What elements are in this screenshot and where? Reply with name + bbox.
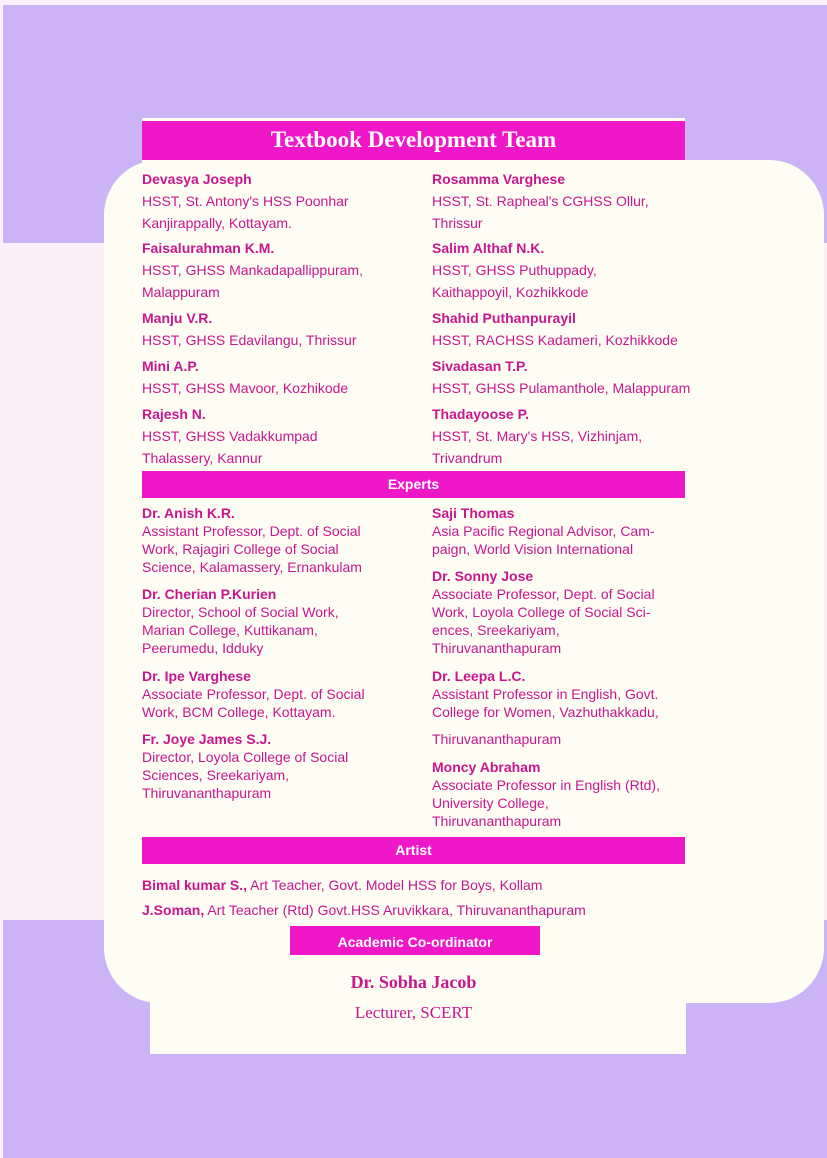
expert-entry xyxy=(142,504,362,576)
team-member xyxy=(142,357,348,399)
member-name: Thadayoose P. xyxy=(432,406,530,422)
artist-detail: Art Teacher (Rtd) Govt.HSS Aruvikkara, Thiruvananthapuram xyxy=(204,902,586,918)
member-name: Shahid Puthanpurayil xyxy=(432,310,576,326)
artist-name: J.Soman, xyxy=(142,902,205,918)
member-name: Salim Althaf N.K. xyxy=(432,240,545,256)
expert-name: Dr. Ipe Varghese xyxy=(142,668,251,684)
expert-detail: Asia Pacific Regional Advisor, Cam- paign, World Vision International xyxy=(432,523,655,557)
expert-name: Dr. Cherian P.Kurien xyxy=(142,586,277,602)
member-name: Rosamma Varghese xyxy=(432,171,566,187)
member-name: Faisalurahman K.M. xyxy=(142,240,275,256)
member-detail: HSST, GHSS Pulamanthole, Malappuram xyxy=(432,380,691,396)
member-detail: HSST, GHSS Vadakkumpad Thalassery, Kannur xyxy=(142,428,318,466)
expert-name: Dr. Sonny Jose xyxy=(432,568,534,584)
coordinator-name: Dr. Sobha Jacob xyxy=(350,972,477,992)
expert-detail: Director, Loyola College of Social Sciences, Sreekariyam, Thiruvananthapuram xyxy=(142,749,349,801)
expert-detail: Director, School of Social Work, Marian College, Kuttikanam, Peerumedu, Idduky xyxy=(142,604,339,656)
member-detail: HSST, GHSS Edavilangu, Thrissur xyxy=(142,332,357,348)
expert-entry xyxy=(432,567,655,657)
expert-entry xyxy=(432,758,660,830)
member-name: Rajesh N. xyxy=(142,406,206,422)
member-detail: HSST, GHSS Mavoor, Kozhikode xyxy=(142,380,349,396)
coordinator-role: Lecturer, SCERT xyxy=(354,1003,473,1022)
team-member xyxy=(142,405,318,469)
member-name: Mini A.P. xyxy=(142,358,199,374)
expert-detail: Assistant Professor in English, Govt. College for Women, Vazhuthakkadu, Thiruvananthapuram xyxy=(432,686,659,747)
page-title: Textbook Development Team xyxy=(142,121,685,160)
member-detail: HSST, St. Antony's HSS Poonhar Kanjirappally, Kottayam. xyxy=(142,193,349,231)
expert-name: Dr. Anish K.R. xyxy=(142,505,235,521)
expert-entry xyxy=(142,667,365,721)
member-detail: HSST, GHSS Puthuppady, Kaithappoyil, Kozhikkode xyxy=(432,262,597,300)
artist-entry xyxy=(142,877,542,893)
team-member xyxy=(432,309,678,351)
expert-detail: Associate Professor in English (Rtd), University College, Thiruvananthapuram xyxy=(432,777,660,829)
team-member xyxy=(142,239,363,303)
team-member xyxy=(432,405,642,469)
expert-entry xyxy=(432,667,659,748)
expert-entry xyxy=(432,504,655,558)
artist-detail: Art Teacher, Govt. Model HSS for Boys, Kollam xyxy=(247,877,543,893)
expert-detail: Assistant Professor, Dept. of Social Work, Rajagiri College of Social Science, Kalamassery, Ernankulam xyxy=(142,523,362,575)
team-member xyxy=(432,357,690,399)
artist-entry xyxy=(142,902,586,918)
experts-heading: Experts xyxy=(142,471,685,498)
expert-name: Dr. Leepa L.C. xyxy=(432,668,526,684)
artist-name: Bimal kumar S., xyxy=(142,877,248,893)
member-detail: HSST, St. Mary's HSS, Vizhinjam, Trivandrum xyxy=(432,428,643,466)
artist-heading: Artist xyxy=(142,837,685,864)
expert-detail: Associate Professor, Dept. of Social Work, BCM College, Kottayam. xyxy=(142,686,365,720)
member-name: Devasya Joseph xyxy=(142,171,252,187)
expert-name: Fr. Joye James S.J. xyxy=(142,731,272,747)
expert-name: Moncy Abraham xyxy=(432,759,541,775)
member-detail: HSST, St. Rapheal's CGHSS Ollur, Thrissur xyxy=(432,193,649,231)
team-member xyxy=(432,239,597,303)
member-name: Sivadasan T.P. xyxy=(432,358,528,374)
coordinator-heading: Academic Co-ordinator xyxy=(290,926,540,955)
expert-name: Saji Thomas xyxy=(432,505,515,521)
expert-detail: Associate Professor, Dept. of Social Work, Loyola College of Social Sci- ences, Sreekariyam, Thiruvananthapuram xyxy=(432,586,655,656)
team-member xyxy=(432,170,649,234)
team-member xyxy=(142,170,349,234)
expert-entry xyxy=(142,730,348,802)
expert-entry xyxy=(142,585,339,657)
team-member xyxy=(142,309,357,351)
member-name: Manju V.R. xyxy=(142,310,213,326)
member-detail: HSST, GHSS Mankadapallippuram, Malappuram xyxy=(142,262,363,300)
member-detail: HSST, RACHSS Kadameri, Kozhikkode xyxy=(432,332,678,348)
